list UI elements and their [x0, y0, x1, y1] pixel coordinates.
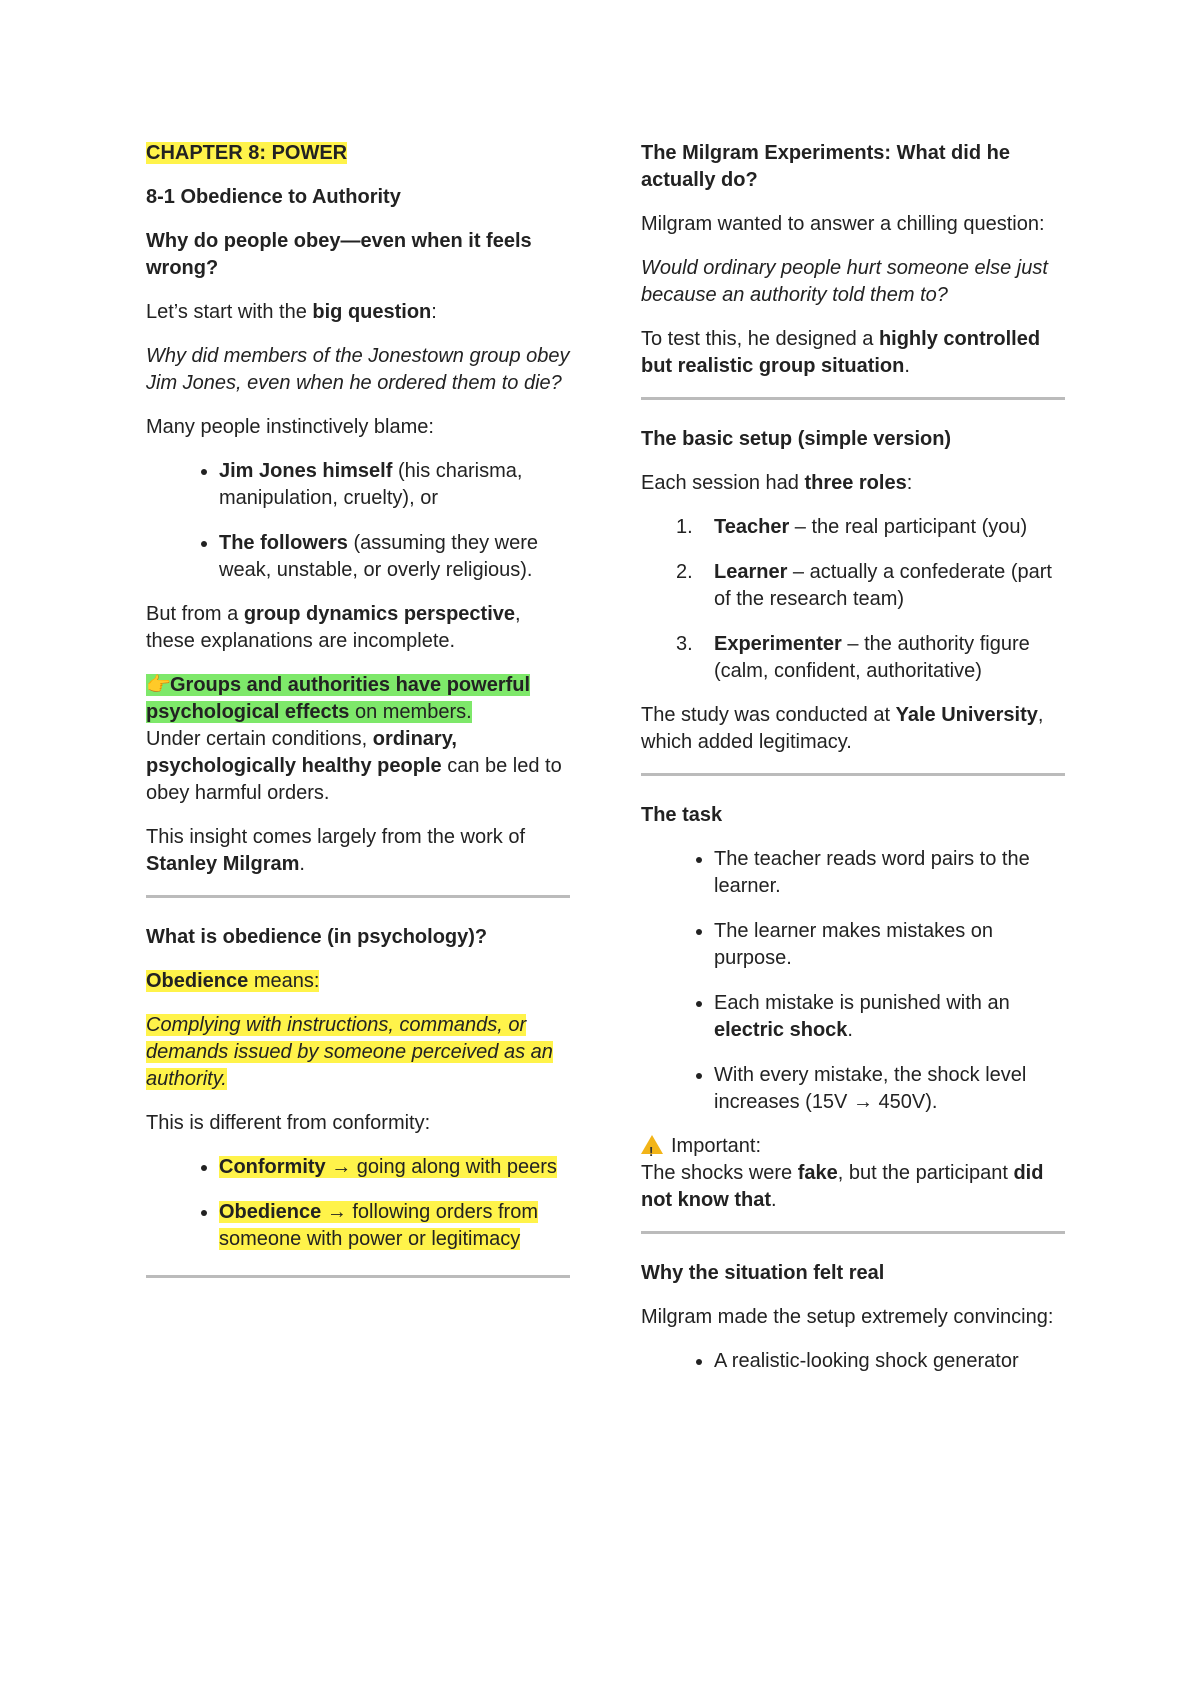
list-item: • Each mistake is punished with an electric shock.	[714, 990, 1065, 1044]
left-column	[146, 140, 570, 1304]
important-label: !Important:	[641, 1133, 1065, 1160]
obedience-definition: Complying with instructions, commands, or demands issued by someone perceived as an authority.	[146, 1014, 553, 1090]
obedience-heading: What is obedience (in psychology)?	[146, 926, 488, 948]
obedience-means: Obedience means:	[146, 970, 320, 992]
milgram-intro: Milgram wanted to answer a chilling question:	[641, 213, 1045, 235]
setup-heading: The basic setup (simple version)	[641, 428, 952, 450]
real-list	[641, 1348, 1065, 1375]
section-title: 8-1 Obedience to Authority	[146, 186, 401, 208]
task-heading: The task	[641, 804, 723, 826]
list-item: • Obedience → following orders from someone with power or legitimacy	[219, 1199, 570, 1253]
right-column	[641, 140, 1065, 1392]
roles-list	[641, 514, 1065, 685]
insight-paragraph: This insight comes largely from the work of Stanley Milgram.	[146, 826, 526, 875]
blame-intro: Many people instinctively blame:	[146, 416, 434, 438]
chapter-title: CHAPTER 8: POWER	[146, 142, 348, 164]
conditions-paragraph: Under certain conditions, ordinary, psychologically healthy people can be led to obey harmful orders.	[146, 728, 562, 804]
compare-list	[146, 1154, 570, 1253]
highlight-paragraph: 👉Groups and authorities have powerful psychological effects on members.	[146, 674, 531, 723]
pointing-hand-icon: 👉	[146, 674, 171, 696]
real-heading: Why the situation felt real	[641, 1262, 885, 1284]
list-item: 3. Experimenter – the authority figure (calm, confident, authoritative)	[676, 633, 1030, 682]
list-item: • The teacher reads word pairs to the learner.	[714, 846, 1065, 900]
test-paragraph: To test this, he designed a highly controlled but realistic group situation.	[641, 328, 1041, 377]
task-list	[641, 846, 1065, 1116]
fake-paragraph: The shocks were fake, but the participant did not know that.	[641, 1162, 1044, 1211]
yale-paragraph: The study was conducted at Yale University, which added legitimacy.	[641, 704, 1044, 753]
perspective-paragraph: But from a group dynamics perspective, these explanations are incomplete.	[146, 603, 521, 652]
intro-paragraph: Let’s start with the big question:	[146, 301, 437, 323]
list-item: • Conformity → going along with peers	[219, 1154, 570, 1181]
list-item: • A realistic-looking shock generator	[714, 1348, 1065, 1375]
milgram-heading: The Milgram Experiments: What did he actually do?	[641, 142, 1010, 191]
list-item: • With every mistake, the shock level increases (15V → 450V).	[714, 1062, 1065, 1116]
blame-list	[146, 458, 570, 584]
list-item: • The followers (assuming they were weak, unstable, or overly religious).	[219, 530, 570, 584]
milgram-question: Would ordinary people hurt someone else just because an authority told them to?	[641, 257, 1048, 306]
divider	[146, 895, 570, 898]
divider	[641, 397, 1065, 400]
real-intro: Milgram made the setup extremely convincing:	[641, 1306, 1054, 1328]
list-item: 2. Learner – actually a confederate (part of the research team)	[676, 561, 1052, 610]
list-item: • The learner makes mistakes on purpose.	[714, 918, 1065, 972]
list-item: 1. Teacher – the real participant (you)	[676, 516, 1028, 538]
divider	[146, 1275, 570, 1278]
roles-intro: Each session had three roles:	[641, 472, 913, 494]
list-item: • Jim Jones himself (his charisma, manipulation, cruelty), or	[219, 458, 570, 512]
question-heading: Why do people obey—even when it feels wrong?	[146, 230, 532, 279]
divider	[641, 1231, 1065, 1234]
jonestown-question: Why did members of the Jonestown group obey Jim Jones, even when he ordered them to die?	[146, 345, 570, 394]
divider	[641, 773, 1065, 776]
conformity-intro: This is different from conformity:	[146, 1112, 431, 1134]
warning-icon	[641, 1135, 663, 1154]
